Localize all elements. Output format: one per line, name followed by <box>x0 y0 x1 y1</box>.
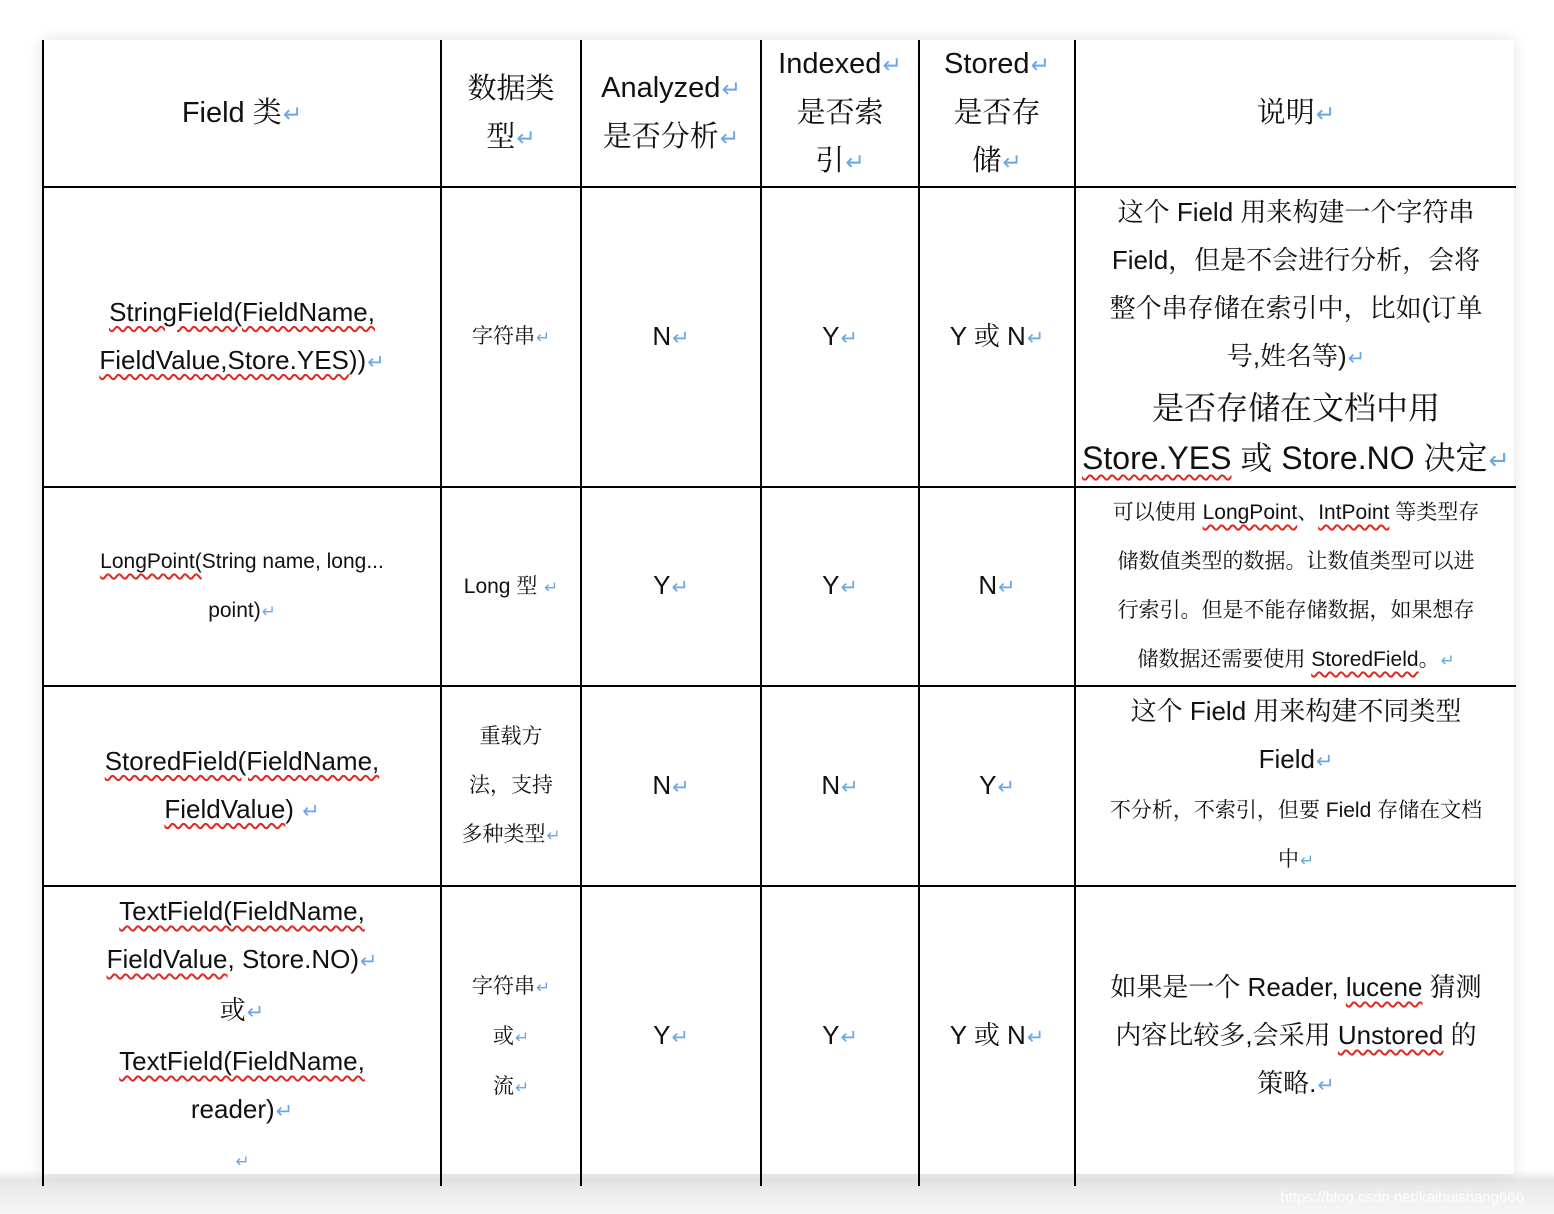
cell-text: Field <box>1258 744 1315 774</box>
table-cell-indexed <box>761 886 919 1186</box>
table-row <box>43 187 1516 487</box>
header-cell-analyzed <box>581 40 761 187</box>
cell-text: 是否存储在文档中用 <box>1151 390 1440 426</box>
paragraph-mark-icon: ↵ <box>1026 1026 1045 1049</box>
paragraph-mark-icon: ↵ <box>997 775 1015 799</box>
header-cell-data-type <box>441 40 581 187</box>
cell-text: 重载方 <box>479 725 543 748</box>
cell-line <box>446 113 576 162</box>
cell-line <box>1080 735 1512 786</box>
spelling-flagged-text: FieldName, <box>242 296 375 327</box>
spelling-flagged-text: FieldValue,Store.YES <box>99 344 349 375</box>
cell-line <box>924 561 1070 612</box>
table-cell-description <box>1075 686 1516 886</box>
cell-line <box>1080 963 1512 1011</box>
spelling-flagged-text: TextField(FieldName, <box>119 896 365 926</box>
table-row <box>43 686 1516 886</box>
paragraph-mark-icon: ↵ <box>1002 149 1022 175</box>
cell-text: 是否分析 <box>602 121 719 153</box>
cell-line <box>48 537 436 586</box>
cell-text: reader) <box>190 1094 275 1124</box>
table-cell-data-type <box>441 686 581 886</box>
table-cell-description <box>1075 487 1516 686</box>
paragraph-mark-icon: ↵ <box>841 775 859 799</box>
spelling-flagged-text: Unstored <box>1337 1020 1444 1050</box>
paragraph-mark-icon: ↵ <box>1440 651 1455 670</box>
watermark: https://blog.csdn.net/kaihuishang666 <box>1280 1189 1524 1206</box>
cell-text: 是否索 <box>796 97 884 129</box>
table-cell-field-class <box>43 686 441 886</box>
paragraph-mark-icon: ↵ <box>840 326 858 350</box>
cell-line <box>1080 89 1512 138</box>
paragraph-mark-icon: ↵ <box>721 76 741 102</box>
cell-text: Y <box>822 570 840 600</box>
cell-text: 这个 Field 用来构建一个字符串 <box>1117 197 1475 227</box>
cell-line <box>586 561 756 612</box>
cell-line <box>766 561 914 612</box>
paragraph-mark-icon: ↵ <box>246 1001 265 1024</box>
table-cell-data-type <box>441 886 581 1186</box>
cell-line <box>1080 284 1512 332</box>
cell-line <box>924 761 1070 812</box>
table-cell-description <box>1075 187 1516 487</box>
cell-line <box>446 712 576 761</box>
spelling-flagged-text: IntPoint <box>1318 501 1390 524</box>
cell-text: 说明 <box>1256 96 1315 129</box>
cell-text: 数据类 <box>467 72 555 105</box>
paragraph-mark-icon: ↵ <box>514 1027 530 1047</box>
cell-text: Field，但是不会进行分析，会将 <box>1111 245 1481 275</box>
cell-line <box>48 986 436 1037</box>
paragraph-mark-icon: ↵ <box>1299 851 1315 870</box>
cell-line <box>1080 236 1512 284</box>
header-row <box>43 40 1516 187</box>
cell-line <box>1080 188 1512 236</box>
paragraph-mark-icon: ↵ <box>1347 347 1366 370</box>
cell-line <box>586 312 756 363</box>
table-cell-stored <box>919 686 1075 886</box>
cell-text: Y <box>979 769 997 800</box>
paragraph-mark-icon: ↵ <box>882 52 902 78</box>
cell-line <box>1080 687 1512 735</box>
cell-line <box>1080 1059 1512 1110</box>
cell-text: 法，支持 <box>469 774 553 797</box>
cell-line <box>1080 537 1512 586</box>
cell-text: 策略. <box>1257 1068 1317 1098</box>
cell-text: Y <box>822 1020 840 1050</box>
cell-line <box>586 1011 756 1062</box>
cell-text: 整个串存储在索引中，比如(订单 <box>1109 293 1483 323</box>
cell-text: Analyzed <box>601 72 721 104</box>
cell-line <box>766 89 914 137</box>
cell-line <box>48 737 436 785</box>
paragraph-mark-icon: ↵ <box>672 326 690 350</box>
cell-line <box>446 761 576 810</box>
cell-line <box>924 40 1070 89</box>
table-cell-stored <box>919 487 1075 686</box>
cell-line <box>924 312 1070 363</box>
cell-text: 或 Store.NO 决定 <box>1231 440 1488 476</box>
table-cell-data-type <box>441 187 581 487</box>
cell-text: 或 <box>219 995 246 1025</box>
paragraph-mark-icon: ↵ <box>367 350 385 374</box>
cell-text: 流 <box>492 1074 514 1098</box>
cell-line <box>1080 835 1512 885</box>
cell-text: Y 或 N <box>949 1020 1026 1050</box>
paragraph-mark-icon: ↵ <box>671 576 689 599</box>
cell-line <box>766 1011 914 1062</box>
cell-text: 。 <box>1418 648 1440 671</box>
paragraph-mark-icon: ↵ <box>671 1026 689 1049</box>
paragraph-mark-icon: ↵ <box>261 602 276 621</box>
cell-text: 或 <box>492 1024 514 1048</box>
cell-line <box>766 40 914 89</box>
field-types-table <box>42 40 1516 1186</box>
cell-text: Y <box>653 1020 671 1050</box>
table-cell-description <box>1075 886 1516 1186</box>
cell-text: String name, long... <box>201 550 384 573</box>
cell-line <box>1080 383 1512 433</box>
cell-text: 是否存 <box>953 97 1041 129</box>
cell-line <box>586 113 756 162</box>
cell-text: 可以使用 <box>1112 501 1203 524</box>
paragraph-mark-icon: ↵ <box>535 977 551 997</box>
cell-line <box>924 89 1070 137</box>
paragraph-mark-icon: ↵ <box>235 1152 250 1171</box>
cell-text: 字符串 <box>471 974 535 998</box>
cell-line <box>48 1037 436 1085</box>
table-cell-field-class <box>43 487 441 686</box>
paragraph-mark-icon: ↵ <box>672 775 690 799</box>
cell-line <box>48 336 436 387</box>
cell-text: 号,姓名等) <box>1226 341 1347 371</box>
paragraph-mark-icon: ↵ <box>998 576 1016 599</box>
cell-line <box>446 962 576 1012</box>
table-cell-analyzed <box>581 187 761 487</box>
paragraph-mark-icon: ↵ <box>359 950 378 973</box>
cell-line <box>586 761 756 812</box>
header-cell-stored <box>919 40 1075 187</box>
cell-line <box>446 312 576 362</box>
cell-text: 行索引。但是不能存储数据，如果想存 <box>1117 599 1475 622</box>
paragraph-mark-icon: ↵ <box>535 328 551 347</box>
cell-text: ) <box>285 793 302 824</box>
paragraph-mark-icon: ↵ <box>1488 447 1510 475</box>
paragraph-mark-icon: ↵ <box>840 1026 858 1049</box>
table-cell-field-class <box>43 187 441 487</box>
paragraph-mark-icon: ↵ <box>1026 326 1045 350</box>
table-cell-field-class <box>43 886 441 1186</box>
cell-text: 如果是一个 Reader, <box>1110 972 1346 1002</box>
paragraph-mark-icon: ↵ <box>1315 100 1336 127</box>
paragraph-mark-icon: ↵ <box>1030 52 1050 78</box>
spelling-flagged-text: StoredField(FieldName, <box>104 745 380 776</box>
cell-text: 猜测 <box>1422 972 1482 1002</box>
cell-text: 的 <box>1443 1020 1477 1050</box>
paragraph-mark-icon: ↵ <box>840 576 858 599</box>
cell-text: 多种类型 <box>461 823 546 846</box>
cell-line <box>446 65 576 113</box>
cell-line <box>1080 488 1512 537</box>
cell-text: 、 <box>1297 501 1319 524</box>
cell-text: 不分析，不索引，但要 Field 存储在文档 <box>1109 799 1483 822</box>
cell-line <box>766 761 914 812</box>
cell-text: 字符串 <box>471 325 535 348</box>
cell-line <box>924 137 1070 186</box>
cell-line <box>446 810 576 860</box>
header-cell-field-class <box>43 40 441 187</box>
cell-line <box>766 137 914 186</box>
cell-line <box>1080 786 1512 835</box>
cell-text: N <box>652 320 672 351</box>
paragraph-mark-icon: ↵ <box>1317 1074 1335 1097</box>
cell-text: Long 型 <box>463 574 544 598</box>
table-cell-indexed <box>761 686 919 886</box>
cell-line <box>48 1085 436 1136</box>
paragraph-mark-icon: ↵ <box>302 799 320 823</box>
paragraph-mark-icon: ↵ <box>845 149 865 175</box>
table-cell-stored <box>919 187 1075 487</box>
cell-text: , Store.NO) <box>227 944 359 974</box>
cell-line <box>48 288 436 336</box>
table-cell-indexed <box>761 487 919 686</box>
cell-text: Field 类 <box>181 96 282 129</box>
cell-line <box>48 1136 436 1186</box>
cell-line <box>446 1062 576 1112</box>
document-page <box>42 40 1514 1174</box>
paragraph-mark-icon: ↵ <box>719 125 740 151</box>
cell-text: 这个 Field 用来构建不同类型 <box>1130 696 1462 726</box>
paragraph-mark-icon: ↵ <box>516 124 536 151</box>
header-cell-indexed <box>761 40 919 187</box>
spelling-flagged-text: LongPoint <box>1202 501 1298 524</box>
spelling-flagged-text: TextField(FieldName, <box>119 1046 365 1076</box>
table-cell-analyzed <box>581 487 761 686</box>
table-row <box>43 886 1516 1186</box>
cell-text: point) <box>208 599 261 622</box>
spelling-flagged-text: Store.YES <box>1082 440 1232 476</box>
cell-text: 引 <box>815 145 845 177</box>
cell-line <box>48 586 436 636</box>
header-cell-description <box>1075 40 1516 187</box>
cell-text: 内容比较多,会采用 <box>1115 1020 1338 1050</box>
cell-line <box>1080 1011 1512 1059</box>
cell-text: )) <box>348 344 367 375</box>
spelling-flagged-text: lucene <box>1345 972 1423 1002</box>
paragraph-mark-icon: ↵ <box>275 1100 294 1123</box>
cell-text: Y 或 N <box>949 320 1026 351</box>
cell-text: N <box>978 570 998 600</box>
cell-line <box>48 887 436 935</box>
cell-text: 中 <box>1277 848 1299 871</box>
cell-line <box>48 785 436 836</box>
cell-line <box>1080 586 1512 635</box>
paragraph-mark-icon: ↵ <box>514 1077 530 1097</box>
spelling-flagged-text: FieldValue <box>164 793 286 824</box>
table-cell-analyzed <box>581 886 761 1186</box>
paragraph-mark-icon: ↵ <box>282 100 303 127</box>
cell-text: Stored <box>944 48 1030 80</box>
cell-text: N <box>652 769 672 800</box>
cell-line <box>446 562 576 612</box>
table-cell-indexed <box>761 187 919 487</box>
cell-text: Y <box>822 320 840 351</box>
table-cell-data-type <box>441 487 581 686</box>
spelling-flagged-text: StringField( <box>109 296 242 327</box>
cell-text: Y <box>653 570 671 600</box>
cell-line <box>766 312 914 363</box>
cell-text: N <box>821 769 841 800</box>
spelling-flagged-text: LongPoint( <box>100 550 202 573</box>
cell-line <box>48 89 436 138</box>
cell-line <box>1080 635 1512 685</box>
table-row <box>43 487 1516 686</box>
cell-line <box>48 935 436 986</box>
cell-text: 型 <box>486 120 516 153</box>
cell-line <box>924 1011 1070 1062</box>
paragraph-mark-icon: ↵ <box>544 577 559 597</box>
spelling-flagged-text: FieldValue <box>106 944 228 974</box>
paragraph-mark-icon: ↵ <box>1315 750 1334 773</box>
cell-text: 储 <box>972 145 1002 177</box>
cell-text: 储数据还需要使用 <box>1137 648 1312 671</box>
spelling-flagged-text: StoredField <box>1311 648 1419 671</box>
cell-line <box>446 1012 576 1062</box>
cell-text: 储数值类型的数据。让数值类型可以进 <box>1117 550 1475 573</box>
cell-text: 等类型存 <box>1389 501 1480 524</box>
paragraph-mark-icon: ↵ <box>546 826 561 845</box>
table-cell-analyzed <box>581 686 761 886</box>
cell-line <box>1080 332 1512 383</box>
cell-line <box>586 64 756 113</box>
cell-line <box>1080 433 1512 486</box>
table-cell-stored <box>919 886 1075 1186</box>
cell-text: Indexed <box>778 48 882 80</box>
